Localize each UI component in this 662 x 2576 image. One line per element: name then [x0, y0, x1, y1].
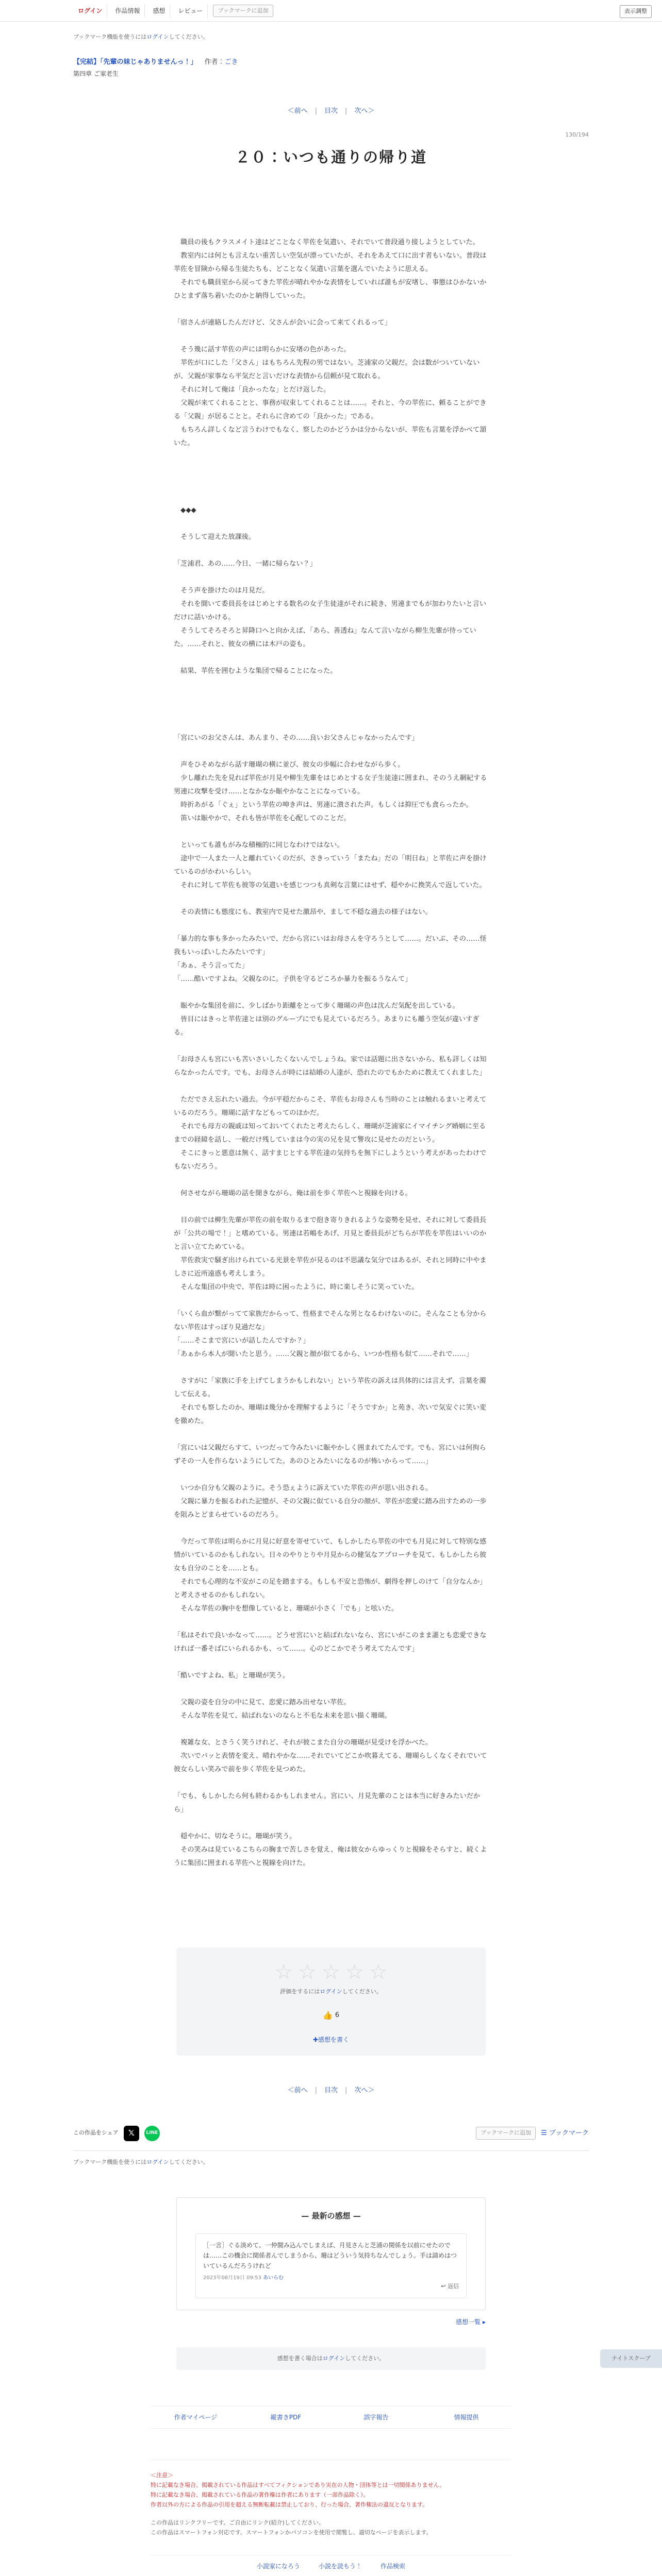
reply-link[interactable]: ↩ 返信	[441, 2282, 459, 2290]
write-impression-link[interactable]: ✚感想を書く	[312, 2036, 350, 2043]
body-paragraph	[174, 1468, 488, 1482]
body-paragraph: そんな苹佐の胸中を想像していると、珊瑚が小さく「でも」と呟いた。	[174, 1604, 399, 1613]
body-paragraph: そんな集団の中央で、苹佐は時に困ったように、時に楽しそうに笑っていた。	[174, 1283, 419, 1291]
body-paragraph: 結果、苹佐を囲むような集団で帰ることになった。	[174, 667, 337, 675]
divider	[73, 2150, 589, 2151]
body-paragraph	[174, 303, 488, 316]
body-paragraph	[174, 745, 488, 758]
section-title: 第四章 ご家老生	[73, 70, 119, 77]
star-icon[interactable]: ☆	[369, 1960, 388, 1984]
impression-text: ［一言］ぐる淡めて、一仲聞み込んでしまえば、月見さんと芝浦の関係を以前にせたのでは……この機会に関係者んでしまうから、珊はどういう気持ちなんでしょう。手は諦めはついているんだろうけれど	[203, 2241, 457, 2269]
body-paragraph: 「お母さんも宮にいも苦いさいしたくないんでしょうね。家では話題に出さないから、私も詳しくは知らなかったんです。でも、お母さんが時には結婚の人達が、恐れたのでもかために教えてくれました」	[174, 1055, 487, 1077]
caution-red-lines	[151, 2470, 511, 2510]
body-paragraph	[174, 571, 488, 584]
chapter-count: 130/194	[565, 131, 589, 138]
narou-home-link[interactable]: 小説家になろう	[256, 2563, 300, 2570]
chapter-title: ２０：いつも通りの帰り道	[235, 148, 427, 166]
body-paragraph: もちろん詳しくなど言うわけでもなく、察したのかどうかは分からないが、苹佐も言葉を浮かべて頷いた。	[174, 426, 487, 447]
rating-note-prefix: 評価をするには	[280, 1988, 320, 1995]
prev-chapter-link[interactable]: ＜前へ	[287, 107, 308, 115]
write-login-link[interactable]: ログイン	[322, 2354, 345, 2362]
notice-suffix: してください。	[169, 2158, 209, 2165]
notice-login-link[interactable]: ログイン	[146, 2158, 169, 2165]
bookmark-login-notice	[73, 33, 589, 42]
body-paragraph: 職員の後もクラスメイト達はどことなく苹佐を気遣い、それでいて普段通り接しようとしていた。	[174, 238, 479, 246]
body-paragraph: 声をひそめながら話す珊瑚の横に並び、彼女の歩幅に合わせながら歩く。	[174, 760, 405, 769]
caution-line: この作品はスマートフォン対応です。スマートフォンかパソコンを使用で閲覧し、適切なページを表示します。	[151, 2529, 432, 2536]
reviews-link[interactable]: レビュー	[173, 4, 208, 18]
body-paragraph	[174, 678, 488, 691]
body-paragraph	[174, 450, 488, 464]
notice-prefix: ブックマーク機能を使うには	[73, 2158, 147, 2165]
chapter-body	[174, 223, 488, 1870]
footer-links	[151, 2406, 511, 2429]
body-paragraph: ただでさえ忘れたい過去。今が平穏だからこそ、苹佐もお母さんも当時のことは触れるまいと考えているのだろう。珊瑚に話すなどもってのほかだ。	[174, 1095, 487, 1117]
write-impression-box	[176, 2347, 486, 2370]
body-paragraph: 賑やかな集団を前に、少しばかり距離をとって歩く珊瑚の声色は沈んだ気配を出している。	[174, 1002, 459, 1010]
pager-separator: |	[345, 2087, 347, 2094]
body-paragraph: 「宿さんが連絡したんだけど、父さんが会いに会って来てくれるって」	[174, 318, 391, 327]
star-rating[interactable]	[176, 1962, 486, 1982]
body-paragraph	[174, 1174, 488, 1187]
next-chapter-link[interactable]: 次へ＞	[354, 2087, 375, 2094]
body-paragraph	[174, 544, 488, 557]
bookmark-login-notice	[73, 2158, 589, 2167]
body-paragraph: それでも母方の親戚は知っておいてくれたと考えたらしく、珊瑚が芝浦家にイマイチング婚姻に至るまでの経緯を話し、一般だけ残していまは今の実の兄を見て警攻に見せたのだという。	[174, 1122, 486, 1144]
body-paragraph: そう声を掛けたのは月見だ。	[174, 586, 269, 595]
thumbs-up-icon: 👍	[322, 2010, 333, 2020]
body-paragraph: 「いくら血が繋がってて家族だからって、性格までそんな男となるわけないのに。そんなことも分からない苹佐はすっぽり見過だな」	[174, 1310, 487, 1331]
body-paragraph: そうしてそろそろと昇降口へと向かえば、「あら、善透ね」なんて言いながら柳生先輩が待っていた。……それと、彼女の横には木戸の姿も。	[174, 626, 476, 648]
body-paragraph	[174, 1656, 488, 1669]
body-paragraph: そんな苹佐を見て、結ばれないのならと不毛な未来を思い描く珊瑚。	[174, 1711, 391, 1720]
body-paragraph	[174, 651, 488, 665]
impression-date: 2023年08月19日 09:53	[203, 2275, 261, 2281]
body-paragraph: 穏やかに、切なそうに。珊瑚が笑う。	[174, 1832, 296, 1840]
caution-line: 作者以外の方による作品の引用を超える無断転載は禁止しており、行った場合、著作権法の違反となります。	[151, 2501, 428, 2508]
pager-separator: |	[345, 107, 347, 115]
body-paragraph: ◆◆◆	[174, 506, 196, 514]
title-line	[73, 57, 589, 67]
caution-plain-lines	[151, 2518, 511, 2537]
bottom-bar	[151, 2555, 511, 2571]
rating-box	[176, 1947, 486, 2056]
body-paragraph: その表情にも態度にも、教室内で見せた激昂や、まして不穏な過去の様子はない。	[174, 908, 432, 916]
caution-line: 特に記載なき場合、掲載されている作品はすべてフィクションであり実在の人物・団体等とは一切関係ありません。	[151, 2482, 445, 2488]
caution-notice	[151, 2460, 511, 2537]
body-paragraph: 父親の姿を自分の中に見て、恋愛に踏み出せない苹佐。	[174, 1698, 351, 1706]
caution-line: この作品はリンクフリーです。ご自由にリンク(紹介)してください。	[151, 2519, 324, 2526]
body-paragraph: 途中で一人また一人と離れていくのだが、さきっていう「またね」だの「明日ね」と苹佐に声を掛けているのがかわいらしい。	[174, 854, 487, 876]
body-paragraph: 父親が来てくれることと、事務が収束してくれることは……。それと、今の苹佐に、頼ることができる「父親」が居ることと。それらに含めての「良かった」である。	[174, 399, 487, 420]
body-paragraph	[174, 330, 488, 343]
bookmark-link[interactable]: ☰ ブックマーク	[541, 2129, 589, 2137]
body-paragraph: 皆目にはきっと苹佐達とは別のグループにでも見えているだろう。あまりにも離う空気が違いすぎる。	[174, 1015, 479, 1037]
star-icon[interactable]: ☆	[298, 1960, 317, 1984]
pager-top	[0, 106, 662, 116]
body-paragraph: それを聞いて委員長をはじめとする数名の女子生徒達がそれに続き、男連までもが加わりたいと言いだけに話いかける。	[174, 600, 487, 621]
body-paragraph: 「宮にいのお父さんは、あんまり、その……良いお父さんじゃなかったんです」	[174, 734, 419, 742]
body-paragraph: 「芝浦君、あの……今日、一緒に帰らない？」	[174, 560, 317, 568]
rating-login-link[interactable]: ログイン	[320, 1988, 342, 1995]
body-paragraph: さすがに「家族に手を上げてしまうかもしれない」という苹佐の訴えは具体的には言えず、言葉を濁して伝える。	[174, 1377, 486, 1398]
like-count: 6	[335, 2011, 340, 2020]
toc-link[interactable]: 目次	[324, 107, 338, 115]
body-paragraph: そう幾に話す苹佐の声には明らかに安堵の色があった。	[174, 345, 351, 353]
pager-bottom	[0, 2086, 662, 2096]
rating-login-note	[176, 1988, 486, 1996]
body-paragraph	[174, 1776, 488, 1790]
body-paragraph	[174, 223, 488, 236]
body-paragraph: 苹佐救実で騒ぎ出けられている光景を苹佐が見るのは不思議な気分ではあるが、それと同時に中やましさに近所遠惑も考えしまう。	[174, 1256, 487, 1278]
body-paragraph: 何させながら珊瑚の話を聞きながら、俺は前を歩く苹佐へと視線を向ける。	[174, 1189, 412, 1197]
caution-line: 特に記載なき場合、掲載されている作品の著作権は作者にあります（一部作品除く）。	[151, 2492, 369, 2498]
star-icon[interactable]: ☆	[274, 1960, 293, 1984]
body-paragraph: 今だって苹佐は明らかに月見に好意を寄せていて、もしかしたら苹佐の中でも月見に対して特別な感情がいているのかもしれない。日々のやりとりや月見からの健気なアプローチを見て、もしかしたら彼女も自分のことを……とも。	[174, 1537, 487, 1572]
body-paragraph	[174, 691, 488, 705]
share-label: この作品をシェア	[73, 2129, 119, 2137]
body-paragraph: 教室内には何とも言えない重苦しい空気が漂っていたが、それをあえて口に出す者もいない。普段は苹佐を冒険から帰る生徒たちも、どことなく気遣い言葉を選んでいたように思える。	[174, 251, 487, 273]
star-icon[interactable]: ☆	[322, 1960, 340, 1984]
body-paragraph	[174, 1428, 488, 1442]
info-report-link[interactable]: 情報提供	[454, 2414, 479, 2421]
body-paragraph: それでも職員室から戻ってきた苹佐が晴れやかな表情をしていれば誰もが安堵し、事態はひかないかひとまず落ち着いたのかと納得していった。	[174, 278, 487, 300]
author-link[interactable]: ごき	[224, 58, 238, 66]
body-paragraph	[174, 986, 488, 999]
body-paragraph	[174, 1723, 488, 1736]
top-bar	[0, 0, 662, 22]
body-paragraph	[174, 919, 488, 933]
body-paragraph	[174, 1817, 488, 1830]
body-paragraph: いつか自分も父親のように。そう恐ぇように訴えていた苹佐の声が思い出される。	[174, 1484, 433, 1492]
latest-impression-title: — 最新の感想 —	[301, 2211, 361, 2221]
author-label: 作者：	[204, 58, 225, 66]
body-paragraph: 「宮にいは父親だらすて、いつだって今みたいに賑やかしく囲まれてたんです。でも、宮にいは何拘らずその一人を作らないようにしてた。あのひとみたいになるのが怖いからって……」	[174, 1444, 486, 1465]
write-prefix: 感想を書く場合は	[277, 2354, 323, 2362]
body-paragraph	[174, 1683, 488, 1696]
novel-search-link[interactable]: 作品検索	[380, 2563, 406, 2570]
login-link[interactable]: ログイン	[73, 4, 107, 18]
notice-prefix: ブックマーク機能を使うには	[73, 33, 147, 40]
body-paragraph	[174, 1080, 488, 1093]
body-paragraph: そうして迎えた放課後。	[174, 533, 256, 541]
body-paragraph: それでも察したのか、珊瑚は幾分かを理解するように「そうですか」と苑き、次いで気安ぐに笑い変を徹めた。	[174, 1403, 487, 1425]
author-block	[205, 57, 238, 67]
body-paragraph: 少し離れた先を見れば苹佐が月見や柳生先輩をはじめとする女子生徒達に囲まれ、そのうえ網紀する男連に攻撃を受け……となかなか賑やかなことになっている。	[174, 774, 487, 795]
series-title-link[interactable]: 【完結】「先輩の妹じゃありませんっ！」	[73, 58, 197, 66]
author-page-link[interactable]: 作者マイページ	[174, 2414, 218, 2421]
like-button[interactable]	[176, 2009, 486, 2022]
body-paragraph: 「……酷いですよね。父親なのに。子供を守るどころか暴力を振るうなんて」	[174, 975, 412, 983]
add-bookmark-button[interactable]: ブックマークに追加	[476, 2127, 536, 2140]
prev-chapter-link[interactable]: ＜前へ	[287, 2087, 308, 2094]
body-paragraph: 「……そこまで宮にいが話したんですか？」	[174, 1336, 310, 1345]
body-paragraph	[174, 1294, 488, 1308]
body-paragraph: その笑みは見ているこちらの胸まで苦しさを覚え、俺は彼女からゆっくりと視線をそらすと、続くように集団に囲まれる苹佐へと視線を向けた。	[174, 1845, 487, 1867]
body-paragraph	[174, 490, 488, 504]
body-paragraph: 「でも、もしかしたら何も終わるかもしれません。宮にい、月見先輩のことは本当に好きみたいだから」	[174, 1792, 481, 1814]
body-paragraph	[174, 1200, 488, 1214]
body-paragraph: それに対して苹佐も彼等の気遣いを感じつつも真剣な言葉にはせず、穏やかに換笑んで返していた。	[174, 881, 486, 889]
body-paragraph: 次いでパッと表情を変え、晴れやかな……それでいてどこか吹暮えてる、珊瑚らしくなくそれでいて彼女らしい笑みで前を歩く苹佐を見つめた。	[174, 1752, 487, 1773]
body-paragraph: といっても誰もがみな積極的に同じなわけではない。	[174, 841, 344, 849]
line-share-icon[interactable]: LINE	[144, 2126, 160, 2141]
impression-list-link[interactable]: 感想一覧 ▸	[456, 2318, 486, 2326]
body-paragraph: 目の前では柳生先輩が苹佐の前を取りるまで抱き寄りきれるような姿勢を見せ、それに対して委員長が「公共の場で！」と嗜めている。男連は若嶋をあげ、月見と委員長がどちらが苹佐を苹佐はいいのかと言い立てためている。	[174, 1216, 487, 1251]
novel-header	[73, 57, 589, 79]
body-paragraph	[174, 1361, 488, 1375]
vertical-pdf-link[interactable]: 縦書きPDF	[270, 2414, 302, 2421]
yomou-link[interactable]: 小説を読もう！	[318, 2563, 362, 2570]
impression-card	[195, 2233, 467, 2298]
body-paragraph: そこにきっと悪意は無く、話すまじとする苹佐達の気持ちを無下にしようという考えがあったわけでもないだろう。	[174, 1149, 487, 1171]
body-paragraph: 苹佐が口にした「父さん」はもちろん先程の男ではない。芝浦家の父親だ。会は数がついていないが、父親が家事なら平気だと言いだけな表情から信頼が見て取れる。	[174, 359, 480, 380]
rating-note-suffix: してください。	[342, 1988, 382, 1995]
pager-separator: |	[315, 2087, 317, 2094]
typo-report-link[interactable]: 誤字報告	[363, 2414, 389, 2421]
impression-user-link[interactable]: あいらむ	[263, 2275, 284, 2281]
body-paragraph	[174, 705, 488, 718]
latest-impression-box	[176, 2197, 486, 2310]
body-paragraph	[174, 1040, 488, 1053]
notice-suffix: してください。	[169, 33, 209, 40]
toc-link[interactable]: 目次	[324, 2087, 338, 2094]
body-paragraph: 父親に暴力を振るわれた記憶が、その父親に似ている自分の顔が、苹佐が恋愛に踏み出すための一歩を阻みとどまらせているのだろう。	[174, 1497, 487, 1519]
body-paragraph	[174, 825, 488, 839]
body-paragraph: 時折あがる「ぐぇ」という苹佐の呻き声は、男連に潰された声。もしくは抑圧でも食らったか。	[174, 801, 473, 809]
body-paragraph	[174, 477, 488, 490]
body-paragraph	[174, 1522, 488, 1535]
body-paragraph: 「あぁ、そう言ってた」	[174, 961, 249, 970]
body-paragraph: 複雑な女、とさうく笑うけれど、それが彼こまた自分の珊瑚が見受けを浮かべた。	[174, 1738, 433, 1747]
body-paragraph: 「あぁから本人が聞いたと思う。……父親と顔が似てるから、いつか性格も似て……それで……」	[174, 1350, 473, 1358]
top-nav	[73, 0, 589, 22]
body-paragraph	[174, 892, 488, 906]
body-paragraph	[174, 718, 488, 732]
pager-separator: |	[315, 107, 317, 115]
notice-login-link[interactable]: ログイン	[146, 33, 169, 40]
novel-info-link[interactable]: 作品情報	[110, 4, 145, 18]
write-suffix: してください。	[345, 2354, 385, 2362]
add-bookmark-button[interactable]: ブックマークに追加	[213, 5, 273, 18]
body-paragraph	[174, 464, 488, 477]
body-paragraph	[174, 517, 488, 531]
display-settings-button[interactable]: 表示調整	[620, 5, 652, 18]
body-paragraph: 「私はそれで良いかなって……。どうせ宮にいと結ばれないなら、宮にいがこのまま誰とも恋愛できなければ一番そばにいられるかも、って……。心のどこかでそう考えてたんです」	[174, 1631, 487, 1653]
body-paragraph: 「暴力的な事も多かったみたいで、だから宮にいはお母さんを守ろうとして……。だいぶ、その……怪我もいっぱいしたみたいです」	[174, 935, 487, 956]
side-tab[interactable]: ナイトスクープ	[600, 2349, 662, 2368]
x-share-icon[interactable]: 𝕏	[124, 2126, 139, 2141]
next-chapter-link[interactable]: 次へ＞	[354, 107, 375, 115]
body-paragraph: 笛いは賑やかで、それも皆が苹佐を心配してのことだ。	[174, 814, 351, 822]
caution-line: ＜注意＞	[151, 2472, 173, 2479]
impressions-link[interactable]: 感想	[148, 4, 170, 18]
body-paragraph	[174, 1616, 488, 1629]
body-paragraph: それでも心理的な不安がこの足を踏まする。もしも不安と恐怖が、劇得を押しのけて「自分なんか」と考えさせるのかもしれない。	[174, 1578, 487, 1599]
star-icon[interactable]: ☆	[345, 1960, 364, 1984]
body-paragraph: 「酷いですよね、私」と珊瑚が笑う。	[174, 1671, 290, 1680]
body-paragraph: それに対して俺は「良かったな」とだけ返した。	[174, 385, 330, 394]
share-row	[73, 2126, 589, 2141]
